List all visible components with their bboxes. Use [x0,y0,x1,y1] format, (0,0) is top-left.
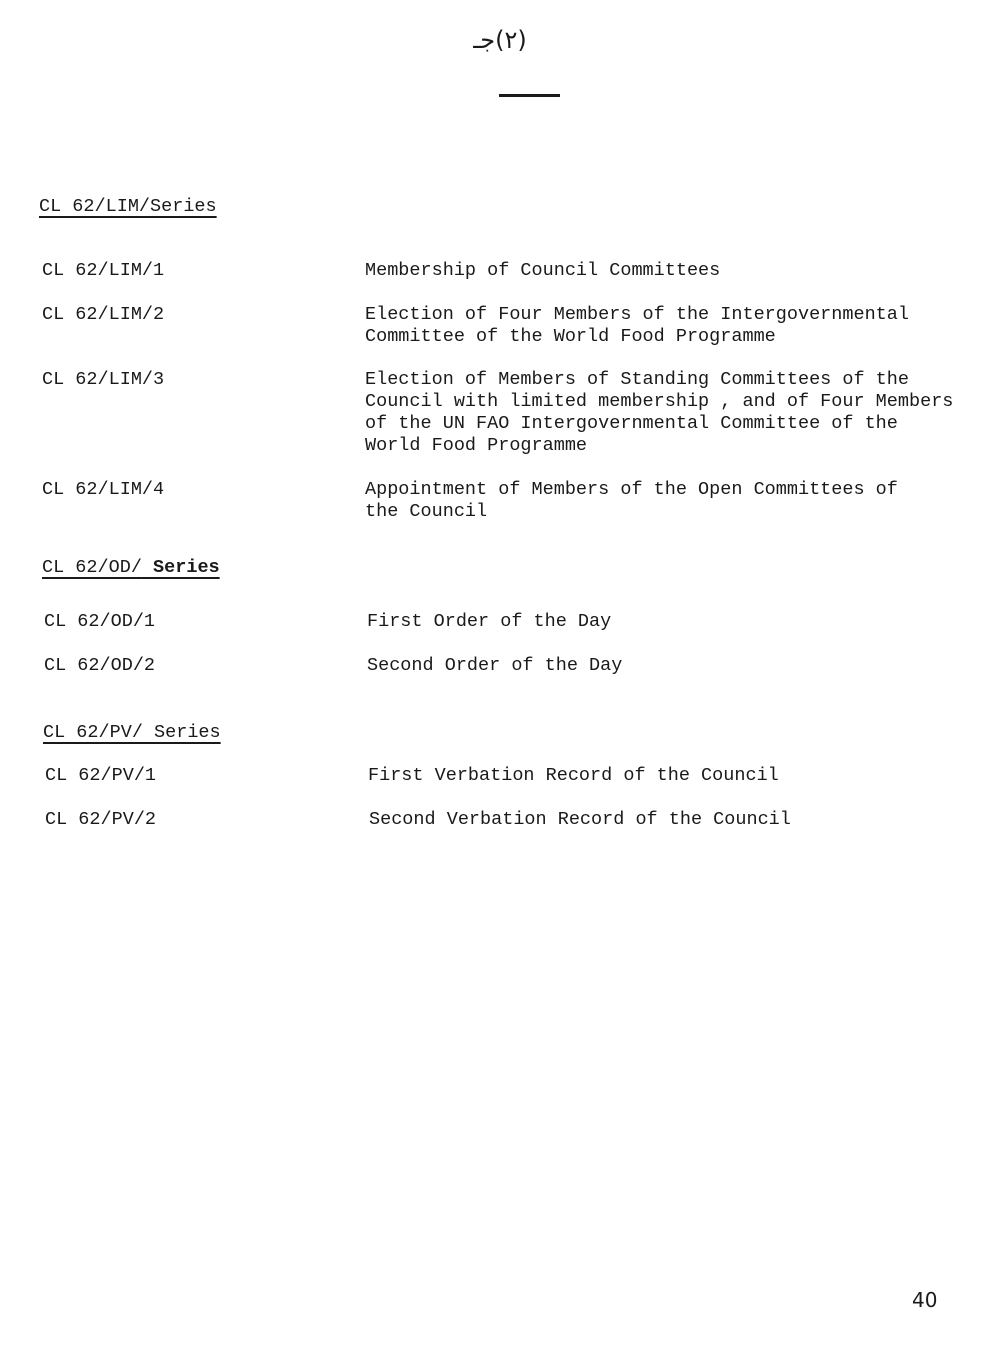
entry-code: CL 62/OD/2 [44,655,156,676]
heading-rule [499,94,560,97]
entry-code: CL 62/LIM/2 [42,304,165,325]
entry-description: Election of Four Members of the Intergovernmental Committee of the World Food Programme [365,304,909,347]
page-heading-arabic: (٢)جـ [473,26,527,54]
entry-description: Second Verbation Record of the Council [369,809,791,830]
entry-code: CL 62/OD/1 [44,611,156,632]
section-title-od [42,557,220,578]
page-number: 40 [912,1288,938,1312]
section-title-od-prefix: CL 62/OD/ [42,557,142,578]
section-title-od-suffix: Series [153,557,220,578]
entry-description: Election of Members of Standing Committees of the Council with limited membership , and of Four Members of the UN FAO Intergovernmental Committee of the World Food Programme [365,369,954,456]
entry-description: Membership of Council Committees [365,260,721,281]
entry-code: CL 62/LIM/3 [42,369,165,390]
entry-description: First Order of the Day [367,611,612,632]
entry-description: Appointment of Members of the Open Committees of the Council [365,479,898,522]
entry-description: Second Order of the Day [367,655,623,676]
entry-code: CL 62/PV/1 [45,765,157,786]
entry-code: CL 62/LIM/4 [42,479,165,500]
entry-code: CL 62/PV/2 [45,809,157,830]
section-title-pv: CL 62/PV/ Series [43,722,221,743]
section-title-lim: CL 62/LIM/Series [39,196,217,217]
entry-description: First Verbation Record of the Council [368,765,779,786]
entry-code: CL 62/LIM/1 [42,260,165,281]
